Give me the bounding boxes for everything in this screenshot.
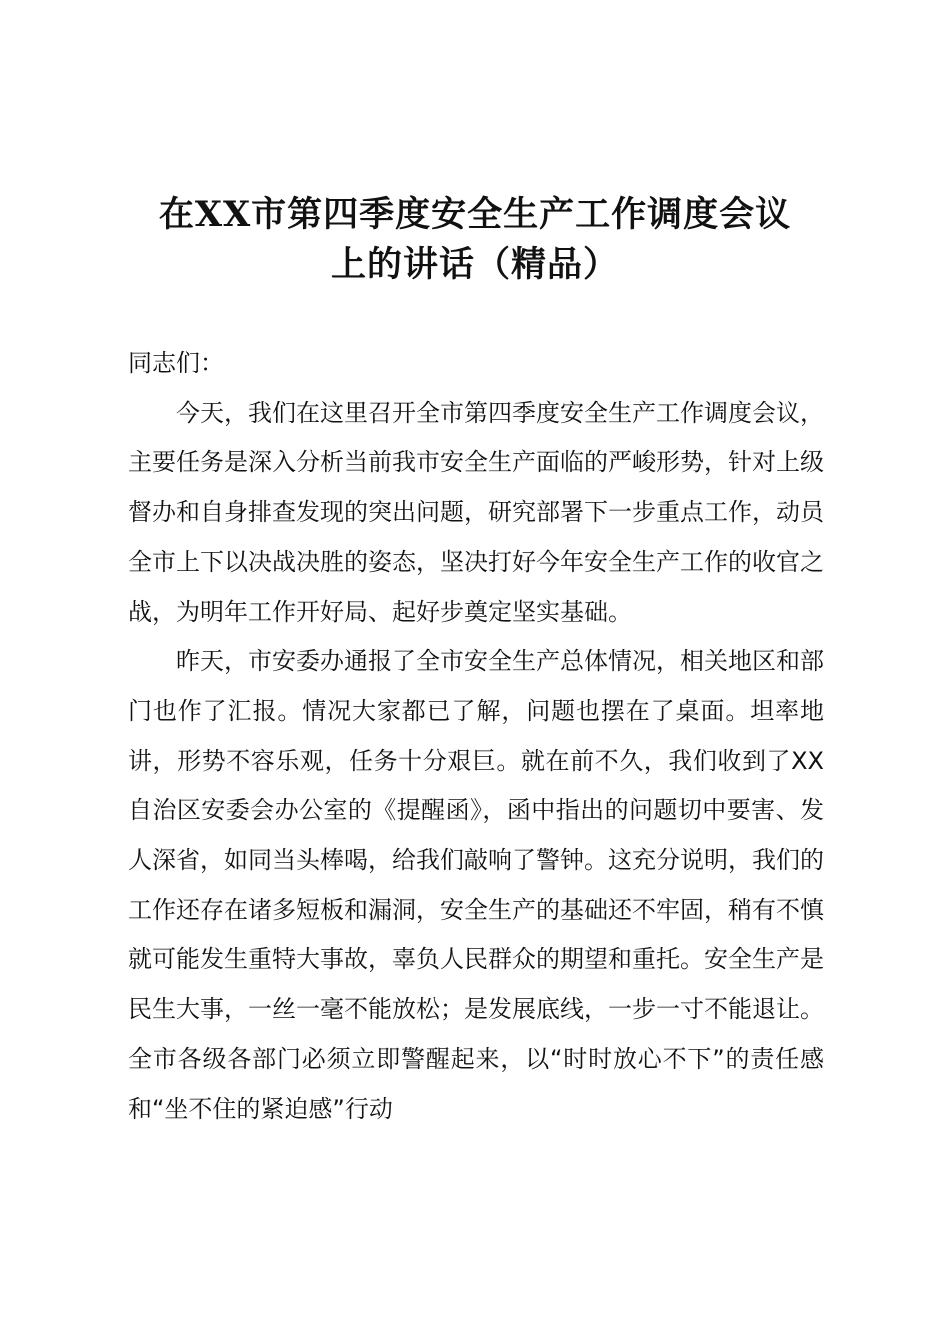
- title-line-2: 上的讲话（精品）: [330, 244, 619, 285]
- document-title: [110, 190, 840, 290]
- title-line-1: 在XX市第四季度安全生产工作调度会议: [158, 194, 792, 235]
- document-body: [128, 339, 824, 1134]
- paragraph-1: 今天，我们在这里召开全市第四季度安全生产工作调度会议，主要任务是深入分析当前我市安全生产面临的严峻形势，针对上级督办和自身排查发现的突出问题，研究部署下一步重点工作，动员全市上下以决战决胜的姿态，坚决打好今年安全生产工作的收官之战，为明年工作开好局、起好步奠定坚实基础。: [128, 398, 824, 626]
- salutation: 同志们：: [128, 349, 224, 377]
- paragraph-2: 昨天，市安委办通报了全市安全生产总体情况，相关地区和部门也作了汇报。情况大家都已了解，问题也摆在了桌面。坦率地讲，形势不容乐观，任务十分艰巨。就在前不久，我们收到了XX自治区安委会办公室的《提醒函》，函中指出的问题切中要害、发人深省，如同当头棒喝，给我们敲响了警钟。这充分说明，我们的工作还存在诸多短板和漏洞，安全生产的基础还不牢固，稍有不慎就可能发生重特大事故，辜负人民群众的期望和重托。安全生产是民生大事，一丝一毫不能放松；是发展底线，一步一寸不能退让。全市各级各部门必须立即警醒起来，以“时时放心不下”的责任感和“坐不住的紧迫感”行动: [128, 647, 824, 1123]
